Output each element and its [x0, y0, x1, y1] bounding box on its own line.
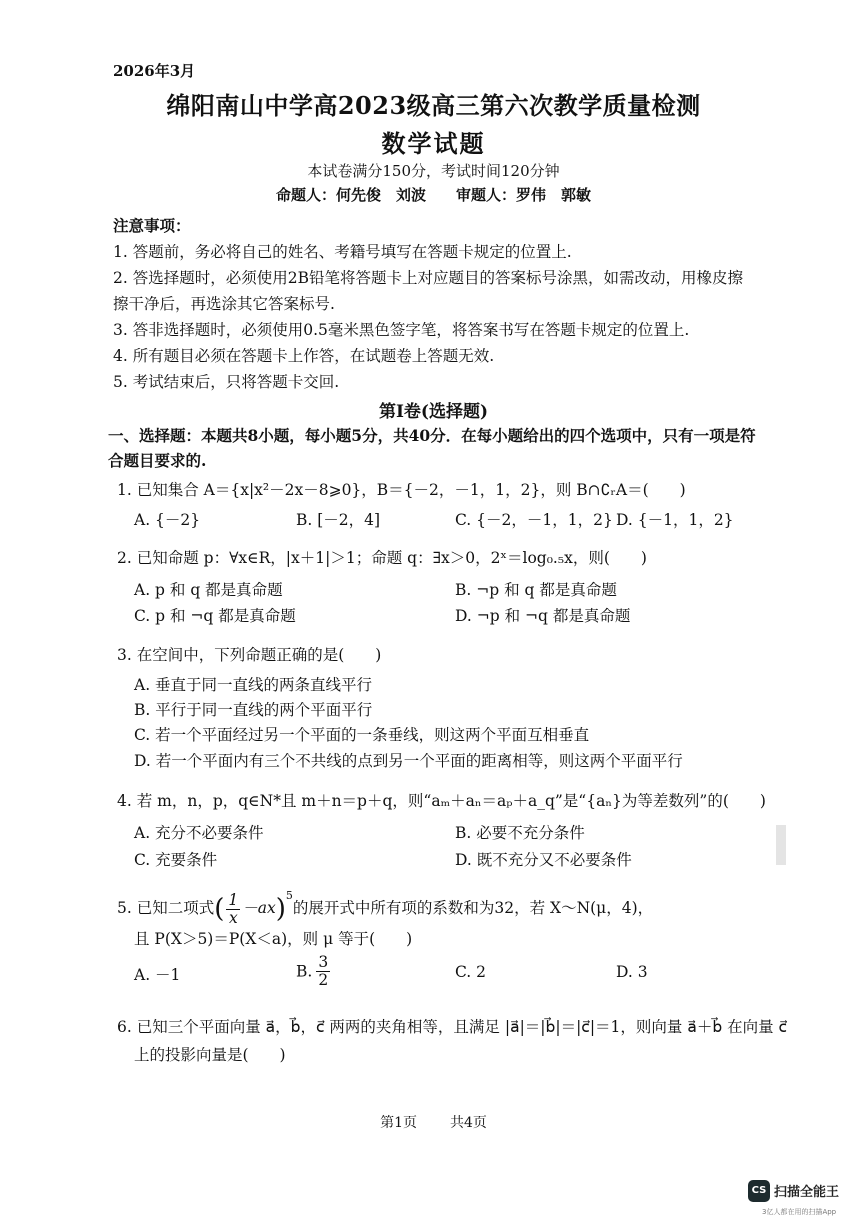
notice-item: 2. 答选择题时，必须使用2B铅笔将答题卡上对应题目的答案标号涂黑，如需改动，用橡皮擦 [113, 269, 743, 287]
question-6-stem: 6. 已知三个平面向量 a⃗，b⃗，c⃗ 两两的夹角相等，且满足 |a⃗|＝|b⃗|＝|c⃗|＝1，则向量 a⃗＋b⃗ 在向量 c⃗ [117, 1018, 788, 1036]
option-label: B. [296, 962, 313, 981]
question-2-option-b: B. ¬p 和 q 都是真命题 [455, 581, 617, 599]
question-3-option-a: A. 垂直于同一直线的两条直线平行 [134, 676, 373, 694]
question-4-option-b: B. 必要不充分条件 [455, 824, 585, 842]
scan-margin-mark [776, 825, 786, 865]
notice-item: 擦干净后，再选涂其它答案标号. [113, 295, 335, 313]
paren-left: ( [214, 894, 225, 924]
notice-heading: 注意事项： [113, 216, 191, 235]
exam-title: 绵阳南山中学高2023级高三第六次教学质量检测 [166, 91, 701, 120]
subject-title: 数学试题 [381, 129, 486, 158]
fraction [316, 954, 330, 989]
page-footer [0, 1112, 867, 1132]
question-2-option-a: A. p 和 q 都是真命题 [134, 581, 283, 599]
watermark-name: 扫描全能王 [774, 1185, 840, 1200]
question-5-suffix: 的展开式中所有项的系数和为32，若 X～N(μ，4)， [292, 899, 654, 917]
notice-item: 5. 考试结束后，只将答题卡交回. [113, 373, 340, 391]
question-4-option-c: C. 充要条件 [134, 851, 218, 869]
page-number: 第1页 [380, 1115, 418, 1131]
exponent: 5 [285, 889, 293, 902]
question-4-stem: 4. 若 m，n，p，q∈N*且 m＋n＝p＋q，则“aₘ＋aₙ＝aₚ＋a_q”是“{aₙ}为等差数列”的( ) [117, 792, 766, 810]
question-5-prefix: 5. 已知二项式 [117, 899, 215, 917]
section-title: 第Ⅰ卷(选择题) [378, 402, 489, 422]
page-total: 共4页 [449, 1115, 487, 1131]
question-5-option-b [296, 954, 330, 989]
question-1-stem: 1. 已知集合 A＝{x|x²－2x－8⩾0}，B＝{－2，－1，1，2}，则 B∩∁ᵣA＝( ) [117, 481, 686, 499]
notice-item: 3. 答非选择题时，必须使用0.5毫米黑色签字笔，将答案书写在答题卡规定的位置上. [113, 321, 690, 339]
question-4-option-d: D. 既不充分又不必要条件 [455, 851, 632, 869]
question-5-stem [117, 889, 653, 927]
question-5-option-c: C. 2 [455, 963, 487, 981]
camscanner-logo-icon: CS [748, 1180, 770, 1202]
fraction [226, 892, 240, 927]
exam-info: 本试卷满分150分，考试时间120分钟 [307, 162, 560, 180]
fraction-denominator: x [228, 908, 238, 927]
part-intro: 一、选择题：本题共8小题，每小题5分，共40分．在每小题给出的四个选项中，只有一项是符 [108, 426, 756, 445]
question-1-option-b: B. [－2，4] [296, 511, 381, 529]
question-3-option-d: D. 若一个平面内有三个不共线的点到另一个平面的距离相等，则这两个平面平行 [134, 752, 683, 770]
question-3-option-b: B. 平行于同一直线的两个平面平行 [134, 701, 373, 719]
question-6-stem-line2: 上的投影向量是( ) [134, 1046, 286, 1064]
authors: 命题人：何先俊 刘波 审题人：罗伟 郭敏 [275, 186, 591, 204]
part-intro: 合题目要求的. [108, 451, 207, 470]
question-3-stem: 3. 在空间中，下列命题正确的是( ) [117, 646, 382, 664]
exam-date: 2026年3月 [113, 62, 196, 80]
fraction-numerator: 1 [228, 890, 239, 909]
question-2-stem: 2. 已知命题 p：∀x∈R，|x＋1|＞1；命题 q：∃x＞0，2ˣ＝log₀.₅x，则( ) [117, 549, 647, 567]
paren-right: ) [275, 894, 286, 924]
notice-item: 4. 所有题目必须在答题卡上作答，在试题卷上答题无效. [113, 347, 495, 365]
question-1-option-c: C. {－2，－1，1，2} [455, 511, 613, 529]
binomial-term: －ax [242, 899, 276, 917]
question-1-option-d: D. {－1，1，2} [616, 511, 734, 529]
notice-item: 1. 答题前，务必将自己的姓名、考籍号填写在答题卡规定的位置上. [113, 243, 572, 261]
fraction-denominator: 2 [318, 971, 329, 989]
question-1-option-a: A. {－2} [134, 511, 201, 529]
question-2-option-d: D. ¬p 和 ¬q 都是真命题 [455, 607, 631, 625]
fraction-numerator: 3 [318, 953, 329, 971]
question-2-option-c: C. p 和 ¬q 都是真命题 [134, 607, 296, 625]
question-4-option-a: A. 充分不必要条件 [134, 824, 264, 842]
question-5-option-d: D. 3 [616, 963, 648, 981]
question-5-stem-line2: 且 P(X＞5)＝P(X＜a)，则 μ 等于( ) [134, 930, 413, 948]
watermark-tagline: 3亿人都在用的扫描App [762, 1208, 837, 1216]
question-5-option-a: A. －1 [134, 966, 181, 984]
question-3-option-c: C. 若一个平面经过另一个平面的一条垂线，则这两个平面互相垂直 [134, 726, 590, 744]
